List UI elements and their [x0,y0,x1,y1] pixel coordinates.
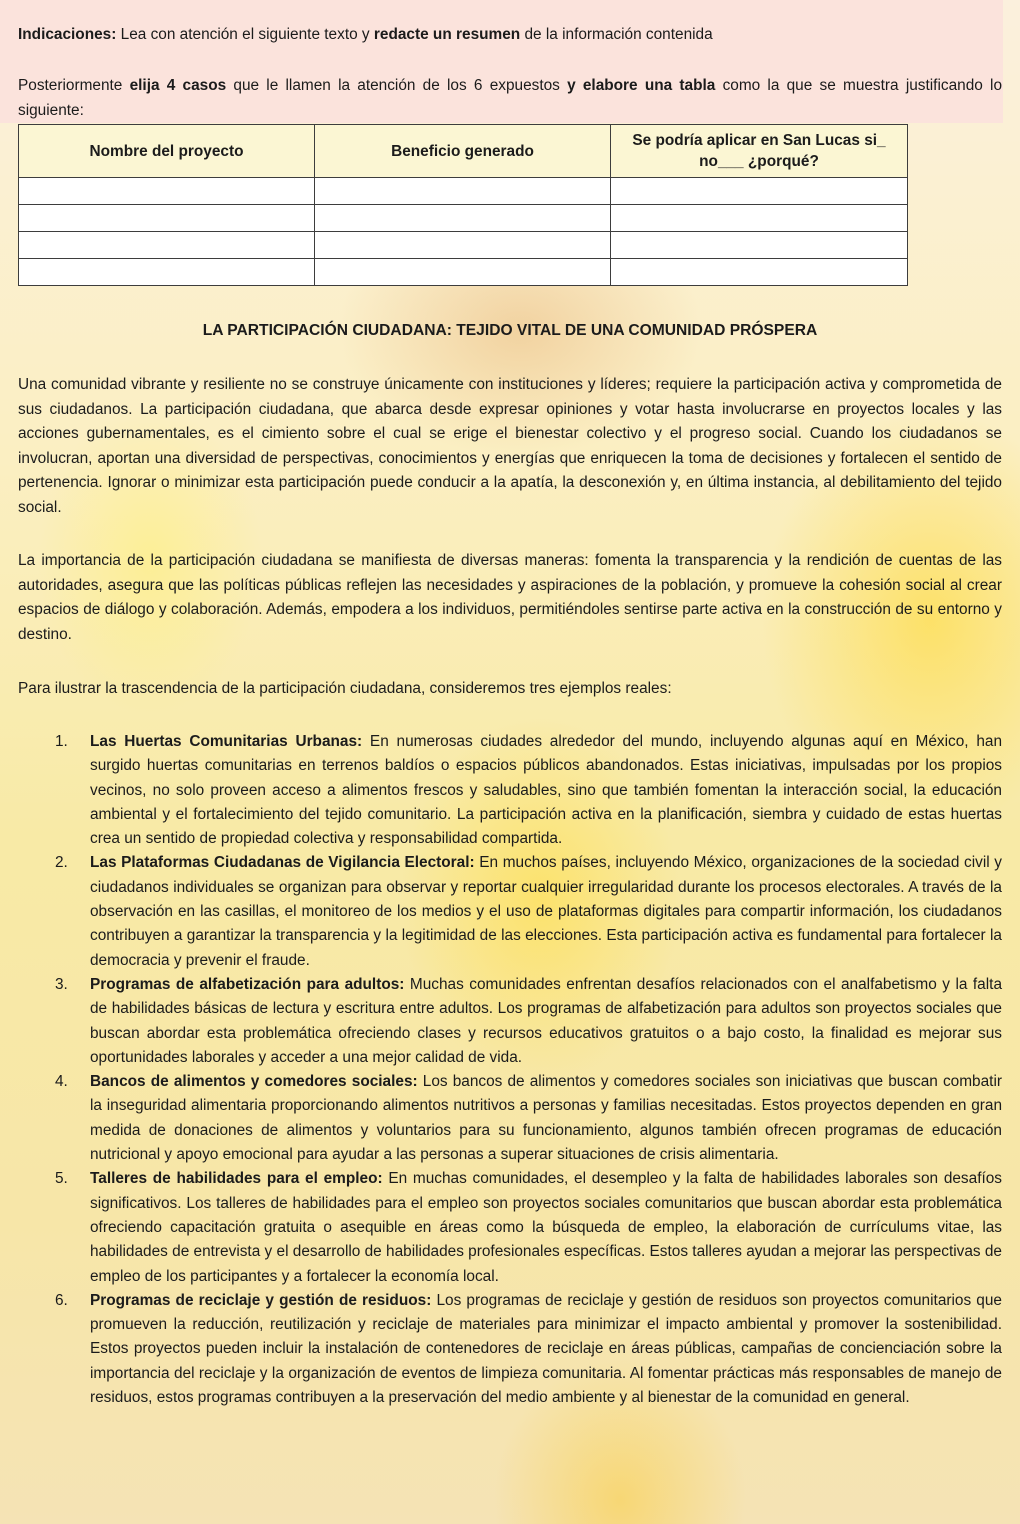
table-cell [611,259,908,286]
case-title: Bancos de alimentos y comedores sociales: [90,1073,418,1091]
table-cell [611,232,908,259]
case-text: En muchos países, incluyendo México, organizaciones de la sociedad civil y ciudadanos individuales se organizan para observar y reportar cualquier irregularidad durante los procesos electorales. A través de la observación en las casillas, el monitoreo de los medios y el uso de plataformas digitales para compartir información, los ciudadanos contribuyen a garantizar la transparencia y la legitimidad de las elecciones. Esta participación activa es fundamental para fortalecer la democracia y prevenir el fraude. [90,854,1002,969]
case-text: Los bancos de alimentos y comedores sociales son iniciativas que buscan combatir la inseguridad alimentaria proporcionando alimentos nutritivos a personas y familias necesitadas. Estos proyectos dependen en gran medida de donaciones de alimentos y voluntarios para su funcionamiento, algunos también ofrecen programas de educación nutricional y apoyo emocional para ayudar a las personas a superar situaciones de crisis alimentaria. [90,1073,1002,1164]
case-title: Programas de alfabetización para adultos: [90,975,405,993]
case-text: Los programas de reciclaje y gestión de residuos son proyectos comunitarios que promueven la reducción, reutilización y reciclaje de materiales para minimizar el impacto ambiental y promover la sostenibilidad. Estos proyectos pueden incluir la instalación de contenedores de reciclaje en áreas públicas, campañas de concienciación sobre la importancia del reciclaje y la organización de eventos de limpieza comunitaria. Al fomentar prácticas más responsables de manejo de residuos, estos programas contribuyen a la preservación del medio ambiente y al bienestar de la comunidad en general. [90,1291,1002,1407]
cases-list [18,730,1002,1410]
table-row [19,205,908,232]
posterior-text-3: como la que se muestra justificando lo siguiente: [18,77,1003,119]
table-cell [19,259,315,286]
table-row [19,259,908,286]
posterior-text-1: Posteriormente [18,77,130,94]
case-number: 3. [55,975,68,993]
instructions-line [18,23,1002,48]
posterior-text-2: que le llamen la atención de los 6 expuestos [226,77,568,94]
posterior-bold-table: y elabore una tabla [567,77,716,94]
case-title: Talleres de habilidades para el empleo: [90,1170,383,1188]
case-text: En muchas comunidades, el desempleo y la falta de habilidades laborales son desafíos significativos. Los talleres de habilidades para el empleo son proyectos sociales comunitarios que buscan abordar esta problemática ofreciendo capacitación gratuita o asequible en áreas como la búsqueda de empleo, la elaboración de currículums vitae, las habilidades de entrevista y el desarrollo de habilidades profesionales específicas. Estos talleres ayudan a mejorar las perspectivas de empleo de los participantes y a fortalecer la economía local. [90,1170,1002,1285]
table-row [19,232,908,259]
instructions-label: Indicaciones: [18,26,117,43]
case-number: 2. [55,854,68,872]
list-item [18,851,1002,972]
list-item [18,1289,1002,1410]
table-row [19,178,908,205]
table-cell [611,205,908,232]
header-apply-san-lucas: Se podría aplicar en San Lucas si_ no___ ¿porqué? [611,125,908,178]
case-title: Las Huertas Comunitarias Urbanas: [90,733,363,750]
table-cell [19,232,315,259]
posterior-bold-cases: elija 4 casos [129,77,227,94]
case-title: Las Plataformas Ciudadanas de Vigilancia Electoral: [90,854,475,872]
table-cell [315,178,611,205]
header-project-name: Nombre del proyecto [19,125,315,178]
instructions-text-2: de la información contenida [520,26,713,43]
table-header-row [19,125,908,178]
list-item [18,730,1002,851]
case-number: 6. [55,1291,68,1309]
instructions-bold-summary: redacte un resumen [373,26,521,43]
case-number: 1. [55,733,68,750]
list-item [18,973,1002,1070]
table-cell [611,178,908,205]
table-cell [315,205,611,232]
table-cell [315,232,611,259]
article-title: LA PARTICIPACIÓN CIUDADANA: TEJIDO VITAL DE UNA COMUNIDAD PRÓSPERA [202,322,818,339]
posterior-instructions [18,74,1002,123]
article-paragraph-3: Para ilustrar la trascendencia de la participación ciudadana, consideremos tres ejemplos reales: [18,680,672,697]
template-table [18,124,908,286]
case-text: En numerosas ciudades alrededor del mundo, incluyendo algunas aquí en México, han surgido huertas comunitarias en terrenos baldíos o espacios públicos abandonados. Estas iniciativas, impulsadas por los propios vecinos, no solo proveen acceso a alimentos frescos y saludables, sino que también fomentan la interacción social, la educación ambiental y el fortalecimiento del tejido comunitario. La participación activa en la planificación, siembra y cuidado de estas huertas crea un sentido de propiedad colectiva y responsabilidad compartida. [90,733,1003,848]
case-title: Programas de reciclaje y gestión de residuos: [90,1291,432,1309]
case-number: 5. [55,1170,68,1188]
table-cell [19,178,315,205]
table-cell [19,205,315,232]
instructions-text-1: Lea con atención el siguiente texto y [116,26,374,43]
case-text: Muchas comunidades enfrentan desafíos relacionados con el analfabetismo y la falta de habilidades básicas de lectura y escritura entre adultos. Los programas de alfabetización para adultos son proyectos sociales que buscan abordar esta problemática ofreciendo clases y recursos educativos gratuitos o a bajo costo, la finalidad es mejorar sus oportunidades laborales y acceder a una mejor calidad de vida. [90,975,1002,1066]
case-number: 4. [55,1073,68,1091]
article-paragraph-2: La importancia de la participación ciudadana se manifiesta de diversas maneras: fomenta la transparencia y la rendición de cuentas de las autoridades, asegura que las políticas públicas reflejen las necesidades y aspiraciones de la población, y promueve la cohesión social al crear espacios de diálogo y colaboración. Además, empodera a los individuos, permitiéndoles sentirse parte activa en la construcción de su entorno y destino. [18,552,1002,643]
table-cell [315,259,611,286]
list-item [18,1070,1002,1167]
list-item [18,1167,1002,1288]
header-benefit: Beneficio generado [315,125,611,178]
article-paragraph-1: Una comunidad vibrante y resiliente no se construye únicamente con instituciones y líderes; requiere la participación activa y comprometida de sus ciudadanos. La participación ciudadana, que abarca desde expresar opiniones y votar hasta involucrarse en proyectos locales y las acciones gubernamentales, es el cimiento sobre el cual se erige el bienestar colectivo y el progreso social. Cuando los ciudadanos se involucran, aportan una diversidad de perspectivas, conocimientos y energías que enriquecen la toma de decisiones y fortalecen el sentido de pertenencia. Ignorar o minimizar esta participación puede conducir a la apatía, la desconexión y, en última instancia, al debilitamiento del tejido social. [18,376,1002,516]
